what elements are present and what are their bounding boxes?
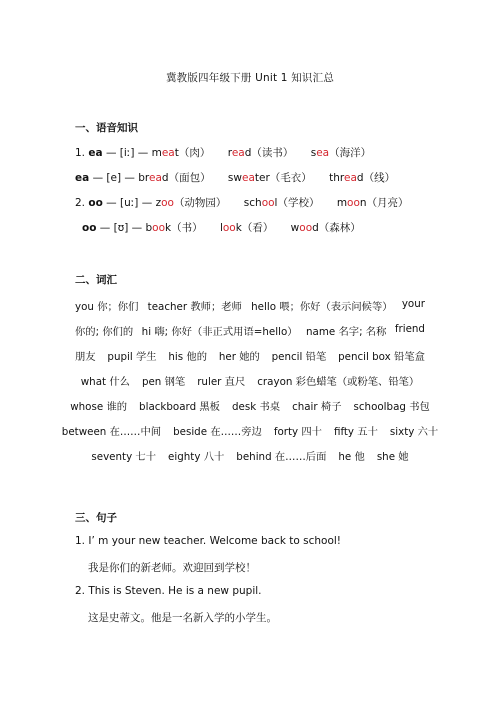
vocab-entry: pencil box 铅笔盒 <box>338 351 425 363</box>
phonics-row <box>75 195 409 210</box>
example-word: read（读书） <box>227 147 294 159</box>
vocab-row <box>75 323 425 338</box>
phonics-row <box>75 170 395 185</box>
vocab-entry: her 她的 <box>218 351 260 363</box>
vocab-entry: eighty 八十 <box>168 451 225 463</box>
vocab-row <box>75 448 425 463</box>
vocab-entry: hello 喂；你好（表示问候等） <box>251 301 393 313</box>
vocab-entry: forty 四十 <box>273 426 322 438</box>
phonetic-sound: — [iː] — <box>105 147 149 159</box>
vocab-entry: chair 椅子 <box>292 401 342 413</box>
vocab-entry: name 名字; 名称 <box>306 326 387 338</box>
phonetic-sound: — [uː] — <box>106 197 153 209</box>
sentence-english: 1. I’ m your new teacher. Welcome back to school! <box>75 535 342 547</box>
section-heading-vocabulary: 二、词汇 <box>75 274 117 286</box>
vocab-entry: blackboard 黑板 <box>139 401 220 413</box>
vocab-entry: beside 在……旁边 <box>173 426 262 438</box>
letter-combo: oo <box>88 197 103 209</box>
example-word: meat（肉） <box>151 147 211 159</box>
example-word: moon（月亮） <box>336 197 409 209</box>
example-word: zoo（动物园） <box>155 197 227 209</box>
vocab-entry: teacher 教师；老师 <box>147 301 242 313</box>
example-word: sweater（毛衣） <box>227 172 312 184</box>
vocab-entry: pencil 铅笔 <box>271 351 327 363</box>
sentence-chinese: 这是史蒂文。他是一名新入学的小学生。 <box>88 612 277 624</box>
vocab-entry: your <box>401 298 425 310</box>
vocab-entry: between 在……中间 <box>61 426 162 438</box>
vocab-row <box>61 423 439 438</box>
example-word: look（看） <box>219 222 274 234</box>
sentence-chinese: 我是你们的新老师。欢迎回到学校！ <box>88 562 256 574</box>
vocab-entry: you 你；你们 <box>75 301 139 313</box>
vocab-entry: he 他 <box>338 451 365 463</box>
vocab-entry: fifty 五十 <box>333 426 378 438</box>
document-title: 冀教版四年级下册 Unit 1 知识汇总 <box>165 72 335 84</box>
vocab-row <box>75 348 425 363</box>
example-word: bread（面包） <box>138 172 211 184</box>
vocab-entry: schoolbag 书包 <box>353 401 430 413</box>
section-heading-phonics: 一、语音知识 <box>75 122 138 134</box>
example-word: wood（森林） <box>290 222 361 234</box>
vocab-row <box>75 298 425 313</box>
letter-combo: ea <box>88 147 103 159</box>
vocab-entry: whose 谁的 <box>70 401 128 413</box>
vocab-entry: behind 在……后面 <box>236 451 327 463</box>
vocab-row <box>70 398 430 413</box>
row-number: 2. <box>75 197 86 209</box>
vocab-entry: hi 嗨; 你好（非正式用语=hello） <box>141 326 298 338</box>
vocab-entry: pupil 学生 <box>107 351 157 363</box>
example-word: sea（海洋） <box>310 147 372 159</box>
example-word: book（书） <box>145 222 203 234</box>
letter-combo: ea <box>75 172 90 184</box>
row-number: 1. <box>75 147 86 159</box>
phonetic-sound: — [e] — <box>92 172 135 184</box>
sentence-english: 2. This is Steven. He is a new pupil. <box>75 585 262 597</box>
vocab-entry: 你的; 你们的 <box>75 326 134 338</box>
phonics-row <box>75 145 371 160</box>
vocab-entry: what 什么 <box>80 376 130 388</box>
vocab-entry: his 他的 <box>168 351 208 363</box>
example-word: thread（线） <box>329 172 396 184</box>
vocab-entry: friend <box>394 323 425 335</box>
phonetic-sound: — [ʊ] — <box>99 222 143 234</box>
vocab-entry: pen 钢笔 <box>141 376 186 388</box>
vocab-entry: 朋友 <box>75 351 96 363</box>
letter-combo: oo <box>82 222 97 234</box>
vocab-row <box>75 373 425 388</box>
vocab-entry: sixty 六十 <box>389 426 439 438</box>
example-word: school（学校） <box>243 197 320 209</box>
vocab-entry: seventy 七十 <box>91 451 157 463</box>
vocab-entry: crayon 彩色蜡笔（或粉笔、铅笔） <box>257 376 420 388</box>
vocab-entry: ruler 直尺 <box>197 376 246 388</box>
phonics-row <box>82 220 361 235</box>
section-heading-sentences: 三、句子 <box>75 512 117 524</box>
vocab-entry: she 她 <box>376 451 409 463</box>
vocab-entry: desk 书桌 <box>231 401 281 413</box>
